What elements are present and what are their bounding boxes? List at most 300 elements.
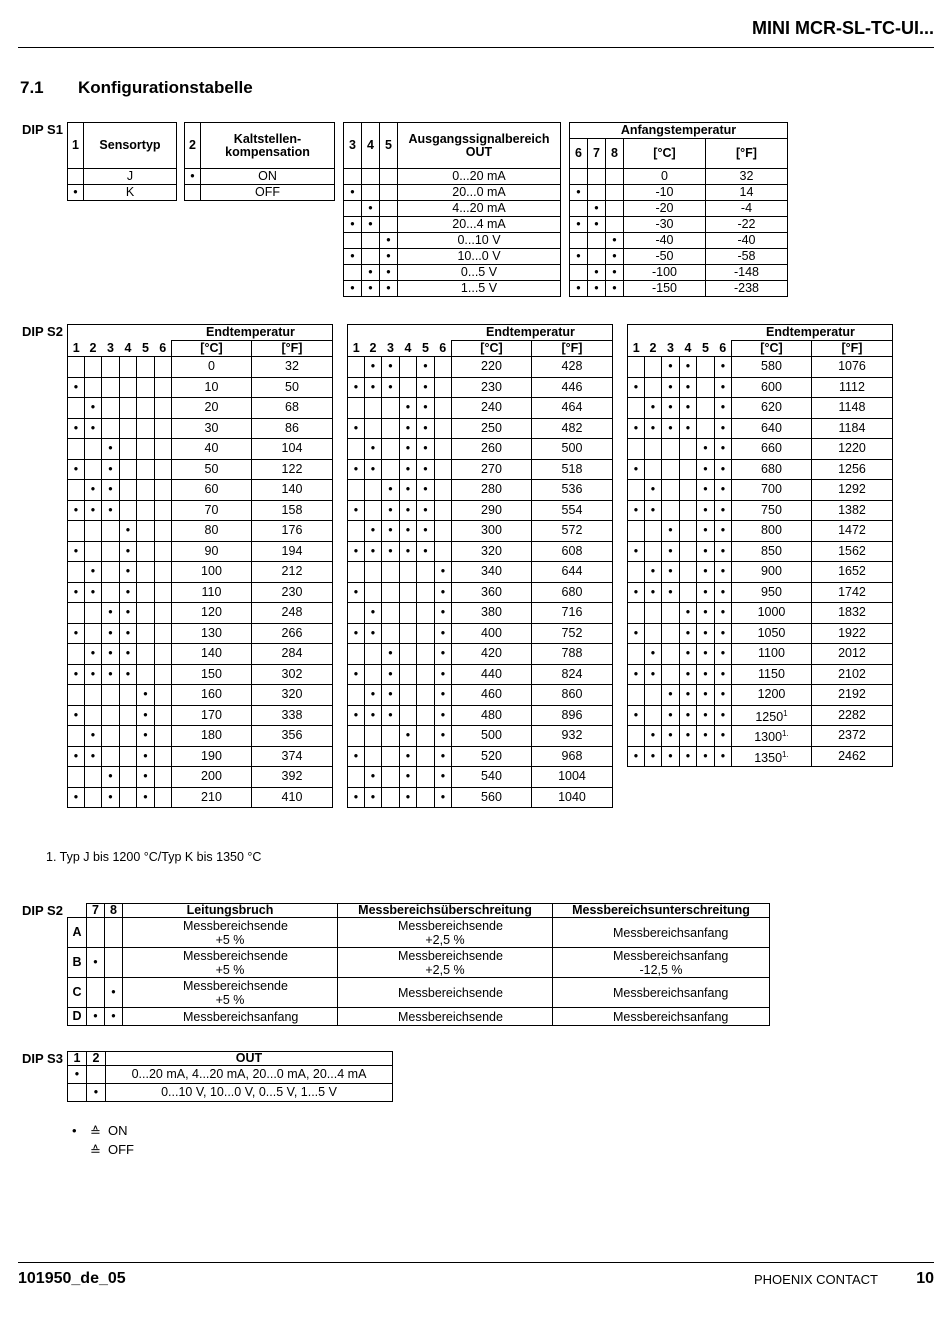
- table-cell: •: [87, 948, 105, 978]
- table-cell: •: [662, 746, 680, 767]
- table-cell: •: [697, 480, 715, 501]
- table-cell: [137, 398, 155, 419]
- table-cell: •: [417, 541, 435, 562]
- table-cell: 240: [452, 398, 532, 419]
- table-cell: •: [365, 623, 382, 644]
- table-cell: Messbereichsende +5 %: [123, 918, 338, 948]
- table-cell: 500: [452, 726, 532, 747]
- table-cell: [85, 357, 102, 378]
- table-cell: [662, 500, 680, 521]
- table-cell: [68, 603, 85, 624]
- table-row: [344, 233, 561, 249]
- table-cell: •: [697, 562, 715, 583]
- table-cell: [570, 233, 588, 249]
- table-cell: [102, 357, 120, 378]
- table-cell: 266: [251, 623, 332, 644]
- table-cell: [417, 562, 435, 583]
- table-row: [348, 480, 613, 501]
- table-cell: •: [85, 398, 102, 419]
- table-cell: 100: [172, 562, 252, 583]
- table-cell: •: [715, 357, 732, 378]
- table-row: [68, 685, 333, 706]
- table-cell: •: [400, 418, 417, 439]
- table-cell: •: [87, 1008, 105, 1026]
- start-temp-title: Anfangstemperatur: [570, 123, 788, 139]
- table-cell: [137, 623, 155, 644]
- dip-s2-label: DIP S2: [22, 324, 63, 339]
- table-cell: •: [102, 439, 120, 460]
- table-cell: [382, 623, 400, 644]
- table-cell: [732, 746, 812, 767]
- table-cell: [85, 685, 102, 706]
- table-cell: [435, 398, 452, 419]
- col-header: [°F]: [531, 341, 612, 357]
- table-cell: •: [85, 644, 102, 665]
- table-cell: 500: [531, 439, 612, 460]
- table-row: [348, 664, 613, 685]
- table-cell: 380: [452, 603, 532, 624]
- table-cell: •: [400, 521, 417, 542]
- table-cell: •: [400, 480, 417, 501]
- table-cell: [570, 169, 588, 185]
- table-row: [348, 377, 613, 398]
- table-cell: Messbereichsanfang: [553, 918, 770, 948]
- table-cell: [120, 459, 137, 480]
- table-cell: •: [662, 582, 680, 603]
- table-cell: [365, 418, 382, 439]
- col-header: 3: [382, 341, 400, 357]
- table-row: [348, 418, 613, 439]
- table-cell: [400, 582, 417, 603]
- table-cell: [400, 562, 417, 583]
- table-cell: •: [697, 603, 715, 624]
- table-cell: 644: [531, 562, 612, 583]
- table-cell: 560: [452, 787, 532, 808]
- table-row: [570, 169, 788, 185]
- header-product: MINI MCR-SL-TC-UI...: [752, 18, 934, 38]
- table-row: [628, 562, 893, 583]
- table-cell: [362, 249, 380, 265]
- table-cell: •: [417, 459, 435, 480]
- col-header: 1: [68, 123, 84, 169]
- table-cell: 1000: [732, 603, 812, 624]
- legend-eq-symbol: ≙: [90, 1143, 101, 1158]
- table-cell: [68, 439, 85, 460]
- table-cell: •: [400, 439, 417, 460]
- col-header: 7: [87, 904, 105, 918]
- table-cell-value: 1350: [754, 750, 783, 765]
- table-row: [68, 562, 333, 583]
- table-cell: [155, 767, 172, 788]
- table-cell: [137, 418, 155, 439]
- col-header: Messbereichsüberschreitung: [338, 904, 553, 918]
- table-cell: •: [628, 705, 645, 726]
- table-cell: [435, 480, 452, 501]
- table-cell: 290: [452, 500, 532, 521]
- table-cell: [137, 377, 155, 398]
- table-cell: •: [137, 746, 155, 767]
- table-cell: [120, 500, 137, 521]
- table-cell: •: [697, 521, 715, 542]
- table-row: [68, 623, 333, 644]
- table-cell: [365, 726, 382, 747]
- table-cell: [662, 623, 680, 644]
- table-cell: [417, 582, 435, 603]
- table-cell: •: [382, 377, 400, 398]
- table-cell: 680: [531, 582, 612, 603]
- table-cell: [662, 644, 680, 665]
- table-cell: •: [628, 746, 645, 767]
- col-header: [°C]: [172, 341, 252, 357]
- table-cell: [628, 439, 645, 460]
- table-cell-value: 1250: [755, 709, 784, 724]
- table-cell: •: [365, 377, 382, 398]
- table-cell: ON: [201, 169, 335, 185]
- legend-on-symbol: •: [72, 1123, 77, 1138]
- table-cell: [382, 418, 400, 439]
- table-cell: •: [645, 418, 662, 439]
- table-cell: •: [715, 418, 732, 439]
- table-cell: •: [382, 541, 400, 562]
- table-row: [348, 459, 613, 480]
- table-cell: Messbereichsanfang -12,5 %: [553, 948, 770, 978]
- table-row: [628, 398, 893, 419]
- table-cell: •: [68, 500, 85, 521]
- table-cell: -148: [705, 265, 787, 281]
- table-cell: [155, 582, 172, 603]
- table-cell: 284: [251, 644, 332, 665]
- table-cell: •: [680, 664, 697, 685]
- table-cell: [102, 746, 120, 767]
- table-row: [628, 685, 893, 706]
- table-row: [570, 281, 788, 297]
- table-cell: •: [662, 726, 680, 747]
- table-cell: 20...0 mA: [398, 185, 561, 201]
- table-cell: [85, 705, 102, 726]
- table-row: [68, 1008, 770, 1026]
- table-cell: [417, 623, 435, 644]
- table-cell: 4...20 mA: [398, 201, 561, 217]
- table-cell: 518: [531, 459, 612, 480]
- table-row: [628, 500, 893, 521]
- table-cell: 90: [172, 541, 252, 562]
- table-cell: •: [417, 480, 435, 501]
- table-cell: 40: [172, 439, 252, 460]
- table-cell: [400, 664, 417, 685]
- table-cell: 122: [251, 459, 332, 480]
- table-cell: 1040: [531, 787, 612, 808]
- col-header: 2: [87, 1052, 106, 1066]
- table-cell: •: [68, 418, 85, 439]
- table-row: [628, 603, 893, 624]
- table-cell: 374: [251, 746, 332, 767]
- table-cell: •: [382, 357, 400, 378]
- table-cell: •: [417, 357, 435, 378]
- table-cell: [435, 521, 452, 542]
- table-cell: •: [662, 521, 680, 542]
- table-cell: 200: [172, 767, 252, 788]
- table-cell: [680, 541, 697, 562]
- table-cell: [155, 357, 172, 378]
- table-cell: 800: [732, 521, 812, 542]
- table-cell: [120, 418, 137, 439]
- table-cell: •: [662, 705, 680, 726]
- table-cell: 752: [531, 623, 612, 644]
- table-cell: 400: [452, 623, 532, 644]
- table-cell: •: [348, 541, 365, 562]
- table-cell: •: [85, 582, 102, 603]
- table-cell: Messbereichsende +2,5 %: [338, 918, 553, 948]
- table-cell: 0: [172, 357, 252, 378]
- table-cell: [380, 169, 398, 185]
- table-cell: [588, 185, 606, 201]
- table-row: [68, 541, 333, 562]
- table-row: [68, 767, 333, 788]
- table-cell: [85, 377, 102, 398]
- table-cell: [628, 644, 645, 665]
- table-cell: 600: [732, 377, 812, 398]
- table-cell: [680, 439, 697, 460]
- table-cell: 210: [172, 787, 252, 808]
- table-cell: •: [680, 418, 697, 439]
- table-cell: •: [362, 281, 380, 297]
- table-cell: [155, 603, 172, 624]
- table-cell: 660: [732, 439, 812, 460]
- table-cell: [155, 500, 172, 521]
- table-cell: [155, 439, 172, 460]
- table-row: [68, 746, 333, 767]
- col-header: OUT: [106, 1052, 393, 1066]
- col-header: 3: [344, 123, 362, 169]
- table-cell: •: [120, 521, 137, 542]
- col-header: 1: [628, 341, 645, 357]
- end-temp-table-3: [627, 324, 893, 767]
- table-row: [348, 767, 613, 788]
- table-cell: •: [570, 185, 588, 201]
- table-cell: 446: [531, 377, 612, 398]
- table-cell: 0...10 V: [398, 233, 561, 249]
- table-cell: •: [715, 541, 732, 562]
- table-cell: [68, 767, 85, 788]
- table-cell: •: [435, 767, 452, 788]
- table-row: [628, 377, 893, 398]
- table-cell: •: [400, 398, 417, 419]
- table-cell: 160: [172, 685, 252, 706]
- table-cell: 482: [531, 418, 612, 439]
- table-row: [68, 1084, 393, 1102]
- table-cell: •: [417, 398, 435, 419]
- table-cell: •: [715, 521, 732, 542]
- table-cell: [102, 562, 120, 583]
- col-header: 3: [102, 341, 120, 357]
- table-row: [348, 398, 613, 419]
- table-cell: 110: [172, 582, 252, 603]
- table-row: [348, 500, 613, 521]
- table-cell: [68, 685, 85, 706]
- col-header: 2: [645, 341, 662, 357]
- table-cell: [155, 480, 172, 501]
- table-cell: 716: [531, 603, 612, 624]
- table-cell: •: [344, 249, 362, 265]
- footer-doc-number: 101950_de_05: [18, 1270, 126, 1287]
- table-cell: 788: [531, 644, 612, 665]
- legend-eq-symbol: ≙: [90, 1124, 101, 1139]
- table-cell: 60: [172, 480, 252, 501]
- table-cell: •: [120, 664, 137, 685]
- table-cell: -10: [624, 185, 706, 201]
- table-cell: 130: [172, 623, 252, 644]
- col-header: 3: [662, 341, 680, 357]
- table-cell: •: [680, 357, 697, 378]
- table-cell: [155, 664, 172, 685]
- table-row: [628, 623, 893, 644]
- table-cell: •: [697, 746, 715, 767]
- table-cell: [365, 746, 382, 767]
- table-cell: [645, 439, 662, 460]
- table-cell: •: [662, 685, 680, 706]
- end-temp-table-2: [347, 324, 613, 808]
- table-cell: •: [362, 217, 380, 233]
- table-cell: [105, 918, 123, 948]
- table-cell: [102, 377, 120, 398]
- table-cell: [137, 439, 155, 460]
- table-row: [68, 978, 770, 1008]
- table-cell: •: [102, 644, 120, 665]
- table-cell: •: [365, 685, 382, 706]
- table-cell: 260: [452, 439, 532, 460]
- table-cell: •: [628, 459, 645, 480]
- table-row: [348, 685, 613, 706]
- table-row: [344, 249, 561, 265]
- table-cell: •: [606, 265, 624, 281]
- table-cell: •: [344, 217, 362, 233]
- col-header: 8: [105, 904, 123, 918]
- table-cell: [662, 480, 680, 501]
- table-cell: •: [120, 603, 137, 624]
- table-cell: •: [348, 377, 365, 398]
- col-header: [°C]: [732, 341, 812, 357]
- table-cell: •: [715, 746, 732, 767]
- table-cell: [382, 459, 400, 480]
- table-cell: •: [400, 459, 417, 480]
- table-cell: [645, 357, 662, 378]
- table-cell: [68, 398, 85, 419]
- footer-page-number: 10: [916, 1270, 934, 1287]
- table-row: [68, 787, 333, 808]
- table-cell: •: [105, 1008, 123, 1026]
- table-cell: •: [365, 521, 382, 542]
- table-cell: [417, 664, 435, 685]
- table-cell: •: [137, 705, 155, 726]
- table-cell: [155, 521, 172, 542]
- table-cell: 968: [531, 746, 612, 767]
- table-cell: [362, 233, 380, 249]
- table-cell: [137, 459, 155, 480]
- table-cell: 32: [705, 169, 787, 185]
- table-row: [68, 644, 333, 665]
- table-cell: [435, 541, 452, 562]
- table-cell: [606, 169, 624, 185]
- table-cell: 860: [531, 685, 612, 706]
- table-cell: •: [628, 541, 645, 562]
- table-row: [68, 185, 177, 201]
- table-row: [344, 169, 561, 185]
- end-temp-title: Endtemperatur: [628, 325, 893, 341]
- table-cell: •: [662, 418, 680, 439]
- table-cell: •: [382, 644, 400, 665]
- table-cell: [680, 480, 697, 501]
- table-cell: [137, 480, 155, 501]
- table-cell: Messbereichsende +5 %: [123, 948, 338, 978]
- table-cell: [570, 201, 588, 217]
- table-cell: [628, 480, 645, 501]
- table-cell: •: [697, 623, 715, 644]
- table-cell: •: [417, 377, 435, 398]
- table-cell: 0...5 V: [398, 265, 561, 281]
- table-cell: [365, 644, 382, 665]
- table-cell: 1100: [732, 644, 812, 665]
- table-cell: •: [645, 726, 662, 747]
- table-cell: 1652: [811, 562, 892, 583]
- table-cell: •: [348, 787, 365, 808]
- table-cell: 428: [531, 357, 612, 378]
- table-cell: •: [715, 562, 732, 583]
- table-cell: •: [417, 439, 435, 460]
- table-cell: K: [84, 185, 177, 201]
- table-cell: •: [697, 685, 715, 706]
- table-row: [348, 644, 613, 665]
- table-cell: [155, 746, 172, 767]
- table-cell: [155, 459, 172, 480]
- table-cell: [68, 521, 85, 542]
- table-cell: [606, 217, 624, 233]
- table-cell: 32: [251, 357, 332, 378]
- table-cell: C: [68, 978, 87, 1008]
- table-cell: •: [680, 746, 697, 767]
- table-cell: [137, 521, 155, 542]
- table-cell: •: [68, 377, 85, 398]
- table-row: [570, 249, 788, 265]
- table-cell: •: [435, 787, 452, 808]
- table-cell: •: [715, 480, 732, 501]
- table-cell: [697, 377, 715, 398]
- table-cell: 230: [452, 377, 532, 398]
- table-cell: •: [645, 500, 662, 521]
- table-cell: [348, 767, 365, 788]
- table-cell: 70: [172, 500, 252, 521]
- section-title: Konfigurationstabelle: [78, 78, 253, 97]
- table-cell: •: [645, 644, 662, 665]
- table-cell: 360: [452, 582, 532, 603]
- col-header: Sensortyp: [84, 123, 177, 169]
- table-cell: 2462: [811, 746, 892, 767]
- table-cell: [732, 705, 812, 726]
- table-cell: 320: [452, 541, 532, 562]
- col-header: Kaltstellen-kompensation: [201, 123, 335, 169]
- table-cell: 0...20 mA: [398, 169, 561, 185]
- table-cell: B: [68, 948, 87, 978]
- col-header: 6: [435, 341, 452, 357]
- col-header: 2: [365, 341, 382, 357]
- table-cell: •: [102, 767, 120, 788]
- table-cell: •: [85, 480, 102, 501]
- table-cell: •: [68, 664, 85, 685]
- table-cell: [628, 357, 645, 378]
- table-cell: 580: [732, 357, 812, 378]
- col-header: 4: [400, 341, 417, 357]
- table-cell: 1220: [811, 439, 892, 460]
- table-cell: •: [680, 685, 697, 706]
